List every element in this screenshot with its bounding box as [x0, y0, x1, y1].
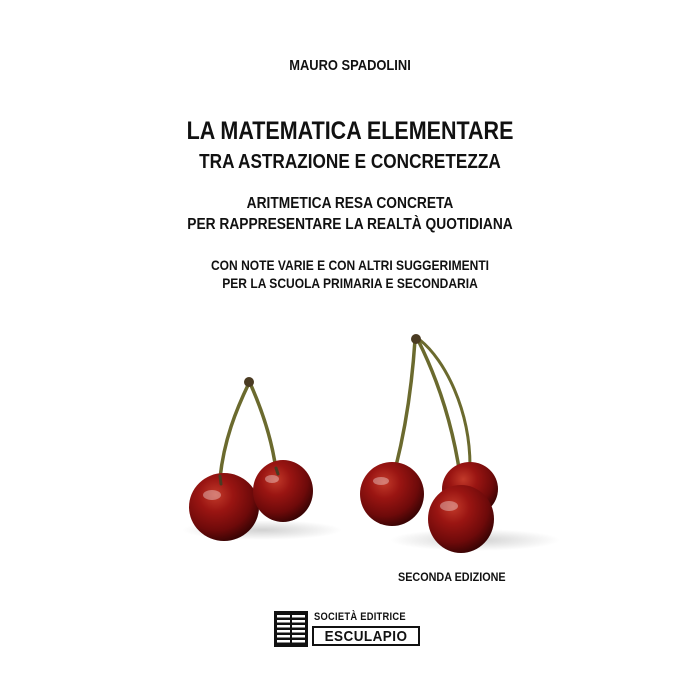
- note-line-1: CON NOTE VARIE E CON ALTRI SUGGERIMENTI: [210, 257, 490, 273]
- publisher-logo-icon: [274, 611, 308, 647]
- cherry-stem: [396, 340, 415, 466]
- cherry: [428, 485, 494, 553]
- publisher-name: ESCULAPIO: [324, 627, 408, 645]
- left-cherry-pair: [189, 377, 313, 541]
- cherry-highlight: [203, 490, 221, 500]
- cherry-highlight: [373, 477, 389, 485]
- cherry-stem: [250, 383, 276, 470]
- stem-knot: [244, 377, 254, 387]
- edition-label: SECONDA EDIZIONE: [398, 570, 506, 584]
- publisher-name-box: [312, 626, 420, 646]
- cherry-stem: [220, 383, 249, 478]
- title-line-1: LA MATEMATICA ELEMENTARE: [186, 117, 514, 145]
- cherry-stem: [276, 468, 278, 474]
- subtitle-line-1: ARITMETICA RESA CONCRETA: [246, 195, 454, 212]
- publisher-mark: [274, 611, 424, 647]
- cherry-stem: [220, 476, 221, 484]
- cherry: [189, 473, 259, 541]
- cherry-highlight: [440, 501, 458, 511]
- note-line-2: PER LA SCUOLA PRIMARIA E SECONDARIA: [222, 275, 478, 291]
- subtitle-line-2: PER RAPPRESENTARE LA REALTÀ QUOTIDIANA: [187, 216, 513, 233]
- cherry: [360, 462, 424, 526]
- publisher-line-1: SOCIETÀ EDITRICE: [314, 611, 406, 623]
- right-cherry-pair: [360, 334, 498, 553]
- title-line-2: TRA ASTRAZIONE E CONCRETEZZA: [199, 151, 501, 173]
- cherry: [253, 460, 313, 522]
- cherry-highlight: [265, 475, 279, 483]
- author-name: MAURO SPADOLINI: [289, 57, 411, 74]
- stem-knot: [411, 334, 421, 344]
